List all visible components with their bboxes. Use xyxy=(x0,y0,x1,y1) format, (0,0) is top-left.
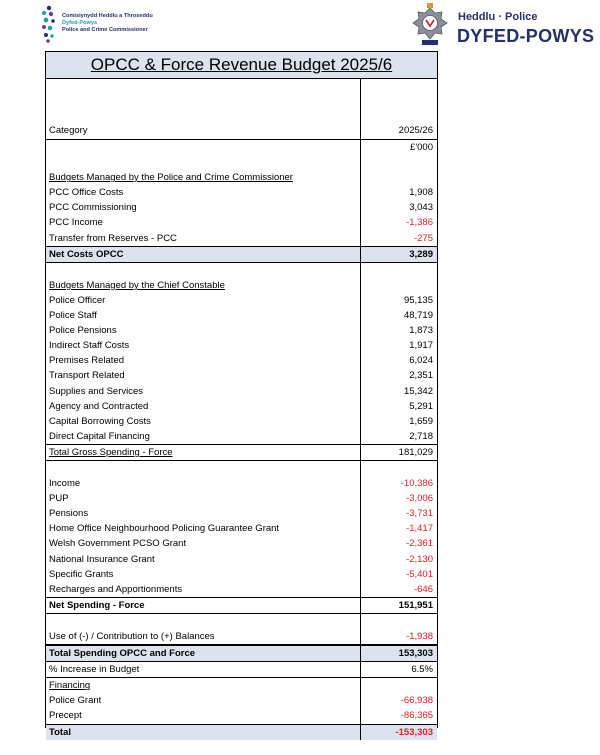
row-value: -86,365 xyxy=(400,710,433,722)
row-label: Police Pensions xyxy=(49,325,117,337)
row-label: Premises Related xyxy=(49,355,124,367)
row-label: Financing xyxy=(49,680,91,692)
table-row xyxy=(46,231,437,246)
row-label: Precept xyxy=(49,710,82,722)
row-value: -646 xyxy=(413,583,433,595)
table-row xyxy=(46,444,437,461)
row-value: -153,303 xyxy=(395,726,433,738)
table-row xyxy=(46,552,437,567)
row-label: Use of (-) / Contribution to (+) Balances xyxy=(49,631,215,642)
table-row xyxy=(46,536,437,551)
row-value: 2,351 xyxy=(409,370,433,382)
row-label: Total Gross Spending - Force xyxy=(49,446,173,458)
table-row xyxy=(46,597,437,614)
row-label: Supplies and Services xyxy=(49,385,143,397)
row-value: 2,718 xyxy=(409,430,433,442)
pcc-logo-mark-icon xyxy=(40,4,62,44)
row-label: Agency and Contracted xyxy=(49,400,149,412)
table-header xyxy=(46,79,437,140)
budget-table xyxy=(45,51,438,738)
row-label: Direct Capital Financing xyxy=(49,430,150,442)
table-row xyxy=(46,338,437,353)
pcc-logo-line3: Police and Crime Commissioner xyxy=(62,27,148,33)
table-row xyxy=(46,429,437,444)
police-logo-name: DYFED-POWYS xyxy=(457,26,595,46)
row-value: -1,938 xyxy=(406,631,433,642)
row-label: Indirect Staff Costs xyxy=(49,340,130,352)
police-crest-icon xyxy=(410,2,450,48)
row-value: 3,043 xyxy=(409,202,433,214)
row-label: Police Grant xyxy=(49,695,102,707)
row-label: Total Spending OPCC and Force xyxy=(49,648,196,660)
row-value: -2,361 xyxy=(406,538,433,550)
row-value: 48,719 xyxy=(403,310,433,322)
table-row xyxy=(46,200,437,215)
table-row xyxy=(46,476,437,491)
table-row xyxy=(46,645,437,662)
row-label: % Increase in Budget xyxy=(49,664,140,676)
table-row xyxy=(46,278,437,293)
unit-label: £'000 xyxy=(410,142,433,153)
table-row xyxy=(46,246,437,263)
row-label: Police Officer xyxy=(49,294,106,306)
table-row xyxy=(46,491,437,506)
table-row xyxy=(46,308,437,323)
row-value: -5,401 xyxy=(406,568,433,580)
row-label: Capital Borrowing Costs xyxy=(49,415,151,427)
table-title: OPCC & Force Revenue Budget 2025/6 xyxy=(90,55,393,74)
row-value: 1,917 xyxy=(409,340,433,352)
spacer-row xyxy=(46,263,437,278)
table-row xyxy=(46,368,437,383)
row-label: Total xyxy=(49,726,71,738)
table-row xyxy=(46,693,437,708)
row-value: 1,873 xyxy=(409,325,433,337)
unit-row xyxy=(46,140,437,155)
table-row xyxy=(46,170,437,185)
row-value: 153,303 xyxy=(398,648,433,660)
row-value: -1,386 xyxy=(406,217,433,229)
table-row xyxy=(46,629,437,645)
pcc-logo xyxy=(40,4,210,44)
table-row xyxy=(46,662,437,678)
row-label: PUP xyxy=(49,493,69,505)
row-label: Pensions xyxy=(49,508,89,520)
row-value: -1,417 xyxy=(406,523,433,535)
table-body xyxy=(46,155,437,740)
row-label: Net Spending - Force xyxy=(49,599,145,611)
row-value: -10,386 xyxy=(400,478,433,490)
row-label: Specific Grants xyxy=(49,568,114,580)
category-header: Category xyxy=(49,125,88,136)
table-row xyxy=(46,399,437,414)
row-label: PCC Office Costs xyxy=(49,187,124,199)
row-value: -66,938 xyxy=(400,695,433,707)
police-logo-small-text: Heddlu · Police xyxy=(458,11,538,23)
row-label: Income xyxy=(49,478,81,490)
table-row xyxy=(46,708,437,723)
row-value: 181,029 xyxy=(398,446,433,458)
row-label: Net Costs OPCC xyxy=(49,248,124,260)
table-row xyxy=(46,293,437,308)
row-label: Police Staff xyxy=(49,310,97,322)
table-row xyxy=(46,582,437,597)
row-value: -275 xyxy=(413,232,433,244)
spacer-row xyxy=(46,155,437,170)
pcc-logo-line2: Dyfed-Powys xyxy=(62,20,98,26)
row-value: 151,951 xyxy=(398,599,433,611)
table-row xyxy=(46,567,437,582)
table-title-row xyxy=(46,52,437,79)
row-value: 15,342 xyxy=(403,385,433,397)
row-value: -2,130 xyxy=(406,553,433,565)
row-label: Budgets Managed by the Chief Constable xyxy=(49,279,225,291)
row-label: National Insurance Grant xyxy=(49,553,155,565)
table-row xyxy=(46,215,437,230)
row-label: Home Office Neighbourhood Policing Guarantee Grant xyxy=(49,523,280,535)
row-value: -3,731 xyxy=(406,508,433,520)
row-label: Recharges and Apportionments xyxy=(49,583,183,595)
pcc-logo-text xyxy=(62,13,153,34)
spacer-row xyxy=(46,461,437,476)
row-label: PCC Income xyxy=(49,217,103,229)
row-value: 95,135 xyxy=(403,294,433,306)
row-value: 1,908 xyxy=(409,187,433,199)
row-value: 6.5% xyxy=(411,664,433,676)
table-row xyxy=(46,323,437,338)
row-value: 6,024 xyxy=(409,355,433,367)
spacer-row xyxy=(46,614,437,629)
row-label: Welsh Government PCSO Grant xyxy=(49,538,187,550)
table-row xyxy=(46,353,437,368)
table-row xyxy=(46,724,437,740)
row-label: Transfer from Reserves - PCC xyxy=(49,232,177,244)
row-value: 1,659 xyxy=(409,415,433,427)
police-logo xyxy=(410,2,600,48)
row-label: PCC Commissioning xyxy=(49,202,137,214)
table-row xyxy=(46,506,437,521)
year-header: 2025/26 xyxy=(398,125,433,136)
row-value: 3,289 xyxy=(409,248,433,260)
row-value: 5,291 xyxy=(409,400,433,412)
table-row xyxy=(46,384,437,399)
row-label: Budgets Managed by the Police and Crime Commissioner xyxy=(49,172,293,184)
table-row xyxy=(46,678,437,693)
pcc-logo-line1: Comisiynydd Heddlu a Throseddu xyxy=(62,13,153,19)
table-row xyxy=(46,414,437,429)
row-label: Transport Related xyxy=(49,370,125,382)
row-value: -3,006 xyxy=(406,493,433,505)
table-row xyxy=(46,185,437,200)
table-row xyxy=(46,521,437,536)
